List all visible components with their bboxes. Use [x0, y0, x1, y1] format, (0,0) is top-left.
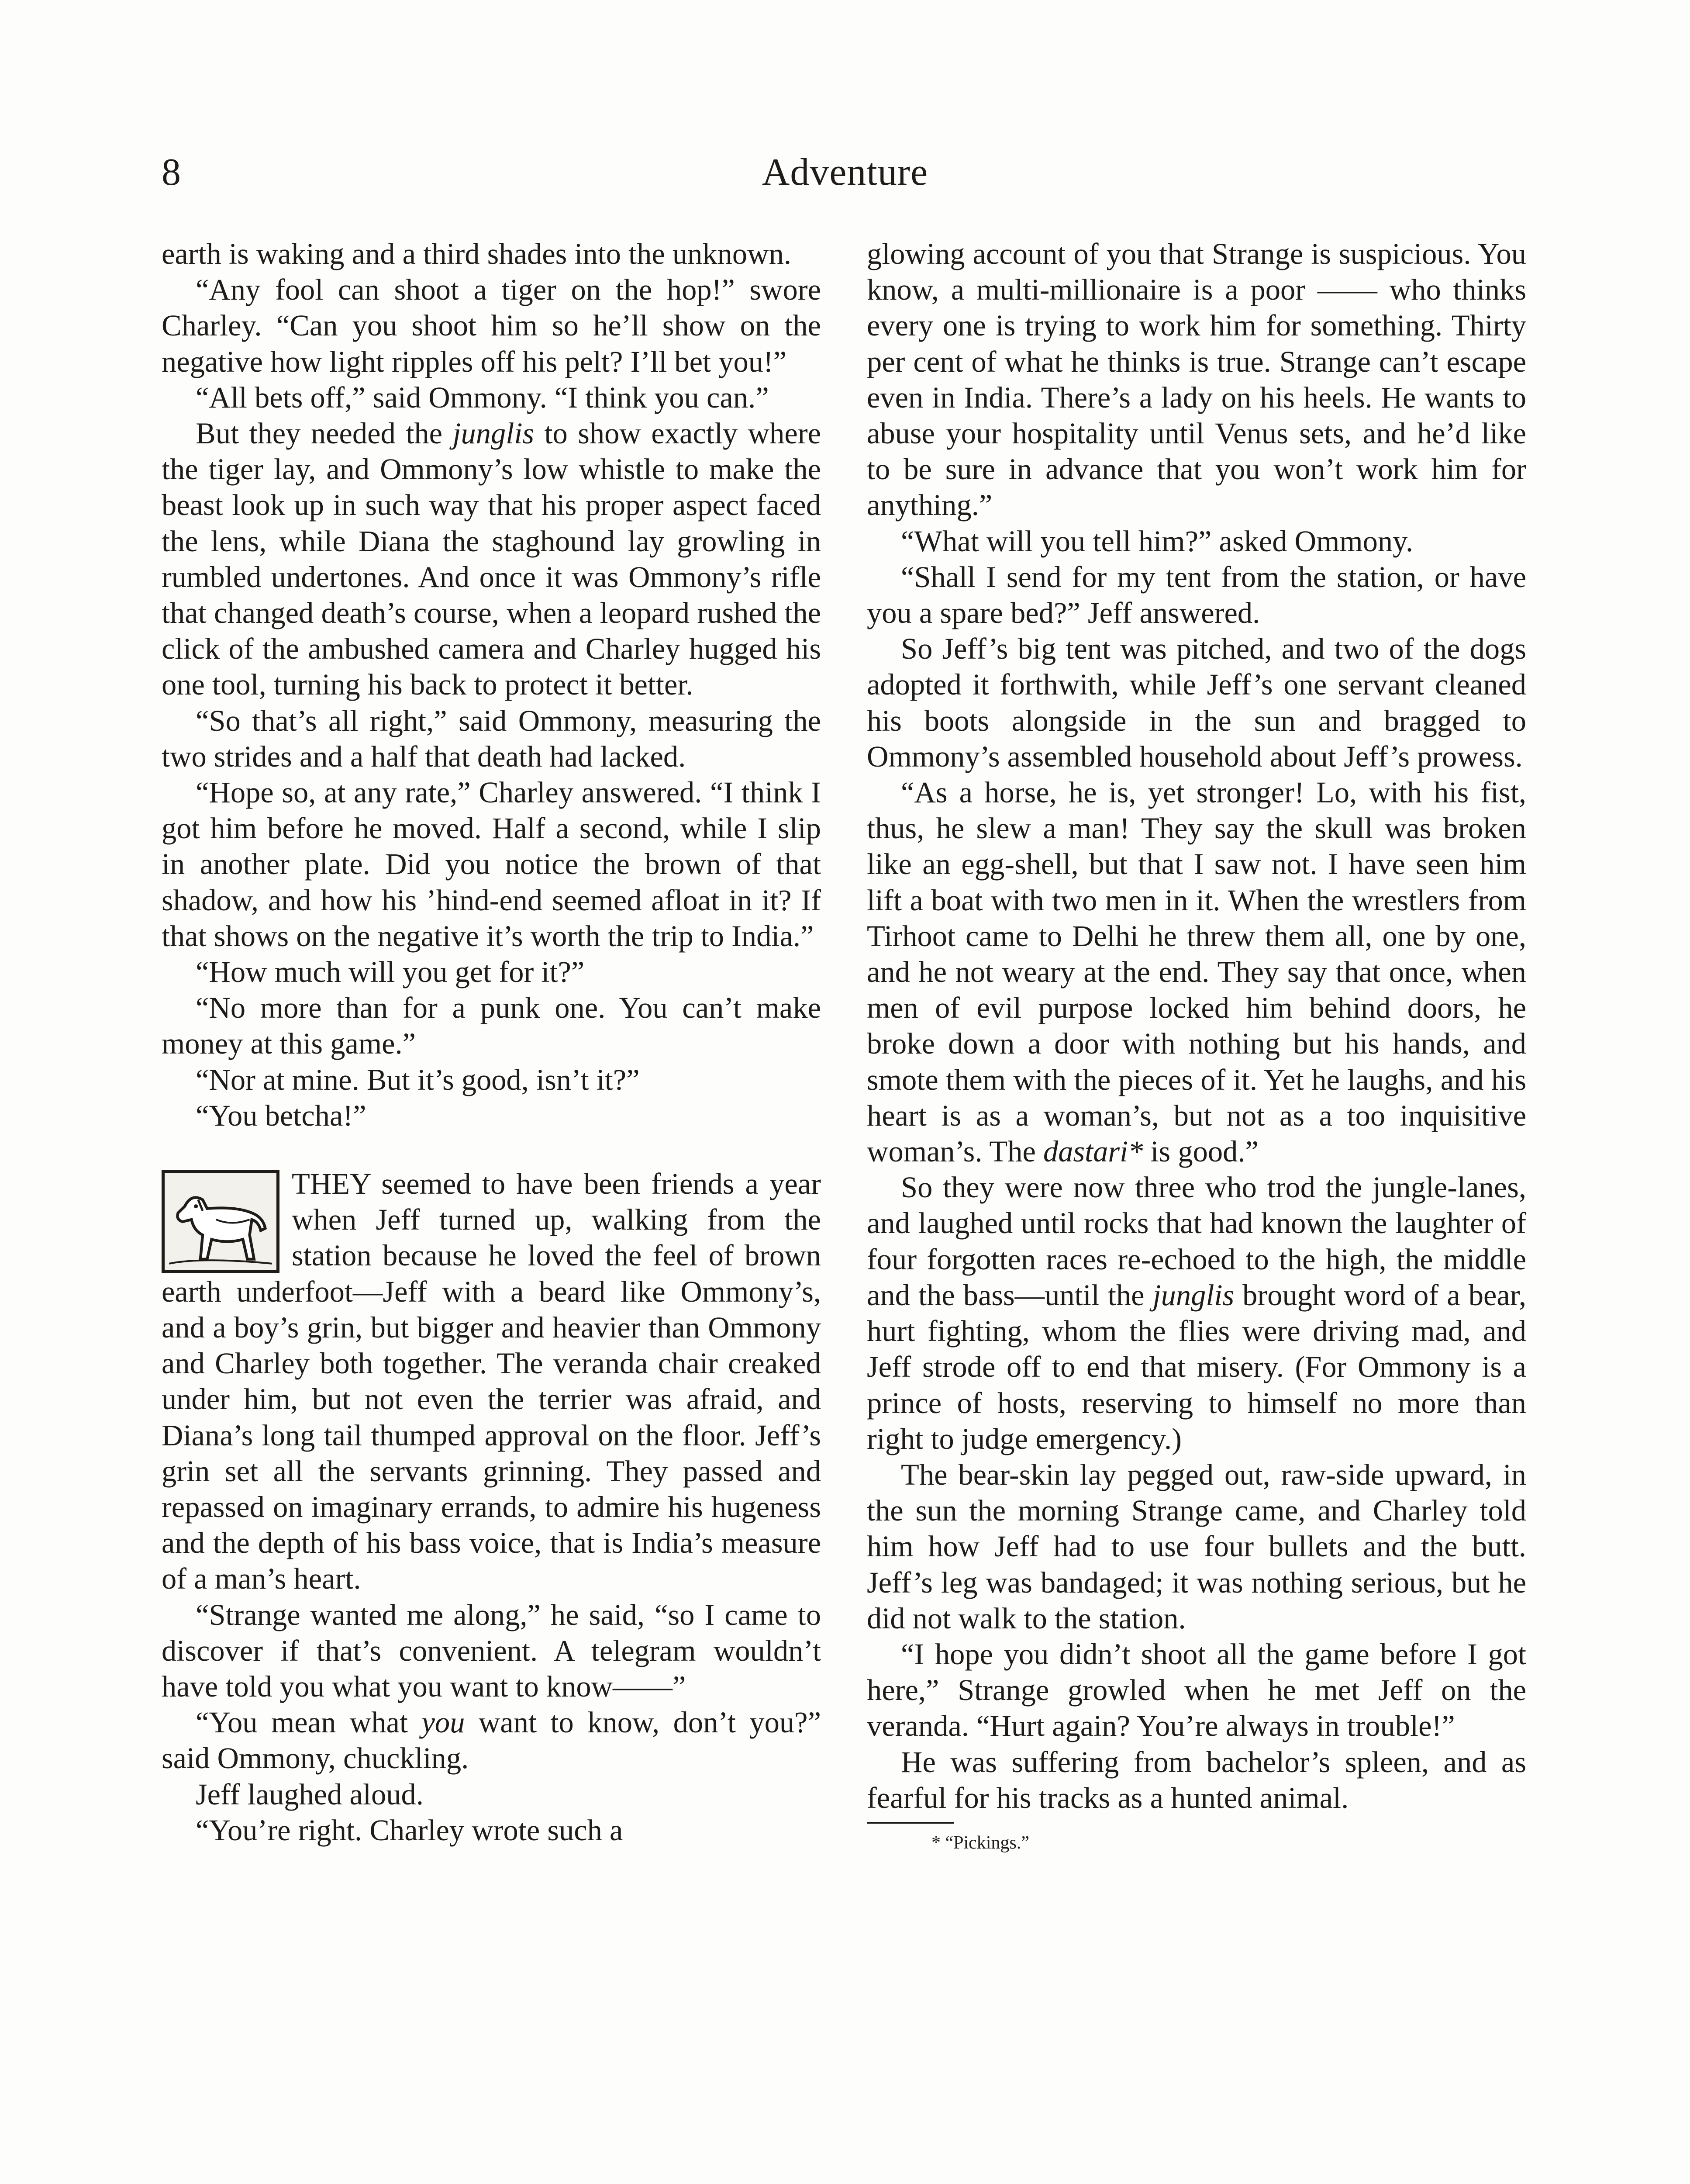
paragraph: So Jeff’s big tent was pitched, and two of the dogs adopted it forthwith, while Jeff’s one servant cleaned his boots alongside in the sun and bragged to Ommony’s assembled household about Jeff’s prowess. — [867, 632, 1526, 773]
text-run: to show exactly where the tiger lay, and Ommony’s low whistle to make the beast look up in such way that his proper aspect faced the lens, while Diana the staghound lay growling in rumbled undertones. And once it was Ommony’s rifle that changed death’s course, when a leopard rushed the click of the ambushed camera and Charley hugged his one tool, turning his back to protect it better. — [162, 417, 821, 702]
paragraph: “What will you tell him?” asked Ommony. — [901, 524, 1414, 558]
right-column — [867, 236, 1526, 1856]
italic-text: dastari* — [1043, 1135, 1143, 1168]
dog-icon — [162, 1170, 279, 1273]
text-run: But they needed the — [196, 417, 453, 450]
italic-text: junglis — [1152, 1278, 1235, 1312]
paragraph: glowing account of you that Strange is suspicious. You know, a multi-millionaire is a poor —— who thinks every one is trying to work him for something. Thirty per cent of what he thinks is true. Strange can’t escape even in India. There’s a lady on his heels. He wants to abuse your hospitality until Venus sets, and he’d like to be sure in advance that you won’t work him for anything.” — [867, 237, 1526, 522]
paragraph: “You betcha!” — [196, 1099, 366, 1132]
paragraph: “All bets off,” said Ommony. “I think you can.” — [196, 380, 769, 414]
paragraph: Jeff laughed aloud. — [196, 1777, 424, 1811]
paragraph: “How much will you get for it?” — [196, 955, 585, 989]
text-run: So they were now three who trod the jungle-lanes, and laughed until rocks that had known the laughter of four forgotten races re-echoed to the high, the middle and the bass—until the — [867, 1171, 1526, 1312]
paragraph: “Nor at mine. But it’s good, isn’t it?” — [196, 1063, 640, 1096]
paragraph: He was suffering from bachelor’s spleen, and as fearful for his tracks as a hunted animal. — [867, 1745, 1526, 1814]
page-number: 8 — [162, 151, 181, 194]
paragraph — [162, 415, 821, 703]
paragraph: “Any fool can shoot a tiger on the hop!” swore Charley. “Can you shoot him so he’ll show on the negative how light ripples off his pelt? I’ll bet you!” — [162, 273, 821, 378]
paragraph: “Hope so, at any rate,” Charley answered. “I think I got him before he moved. Half a second, while I slip in another plate. Did you notice the brown of that shadow, and how his ’hind-end seemed afloat in it? If that shows on the negative it’s worth the trip to India.” — [162, 776, 821, 953]
running-title: Adventure — [762, 151, 928, 194]
section-paragraph — [162, 1166, 821, 1597]
paragraph: “I hope you didn’t shoot all the game before I got here,” Strange growled when he met Jeff on the veranda. “Hurt again? You’re always in trouble!” — [867, 1637, 1526, 1743]
paragraph: earth is waking and a third shades into the unknown. — [162, 237, 792, 270]
footnote: * “Pickings.” — [931, 1832, 1029, 1853]
text-run: “As a horse, he is, yet stronger! Lo, with his fist, thus, he slew a man! They say the skull was broken like an egg-shell, but that I saw not. I have seen him lift a boat with two men in it. When the wrestlers from Tirhoot came to Delhi he threw them all, one by one, and he not weary at the end. They say that once, when men of evil purpose locked him behind doors, he broke down a door with nothing but his hands, and smote them with the pieces of it. Yet he laughs, and his heart is as a woman’s, but not as a too inquisitive woman’s. The — [867, 776, 1526, 1168]
page-header — [162, 144, 1528, 201]
text-run: THEY seemed to have been friends a year when Jeff turned up, walking from the station because he loved the feel of brown earth underfoot—Jeff with a beard like Ommony’s, and a boy’s grin, but bigger and heavier than Ommony and Charley both together. The veranda chair creaked under him, but not even the terrier was afraid, and Diana’s long tail thumped approval on the floor. Jeff’s grin set all the servants grinning. They passed and repassed on imaginary errands, to admire his hugeness and the depth of his bass voice, that is India’s measure of a man’s heart. — [162, 1167, 821, 1596]
paragraph — [867, 774, 1526, 1169]
paragraph: “So that’s all right,” said Ommony, measuring the two strides and a half that death had lacked. — [162, 704, 821, 773]
italic-text: you — [421, 1706, 465, 1739]
text-run: want to know, don’t you?” said Ommony, chuckling. — [162, 1706, 821, 1775]
paragraph: “Shall I send for my tent from the station, or have you a spare bed?” Jeff answered. — [867, 560, 1526, 630]
text-run: “You mean what — [196, 1706, 422, 1739]
text-run: is good.” — [1143, 1135, 1259, 1168]
paragraph: The bear-skin lay pegged out, raw-side upward, in the sun the morning Strange came, and Charley told him how Jeff had to use four bullets and the butt. Jeff’s leg was bandaged; it was nothing serious, but he did not walk to the station. — [867, 1458, 1526, 1635]
paragraph: “No more than for a punk one. You can’t make money at this game.” — [162, 991, 821, 1061]
text-run: brought word of a bear, hurt fighting, whom the flies were driving mad, and Jeff strode off to end that misery. (For Ommony is a prince of hosts, reserving to himself no more than right to judge emergency.) — [867, 1278, 1527, 1455]
paragraph: “You’re right. Charley wrote such a — [196, 1813, 623, 1847]
paragraph: “Strange wanted me along,” he said, “so I came to discover if that’s convenient. A telegram wouldn’t have told you what you want to know——” — [162, 1598, 821, 1703]
italic-text: junglis — [452, 417, 535, 450]
left-column — [162, 236, 821, 1848]
footnote-divider — [867, 1822, 954, 1824]
paragraph — [162, 1704, 821, 1776]
paragraph — [867, 1169, 1526, 1457]
